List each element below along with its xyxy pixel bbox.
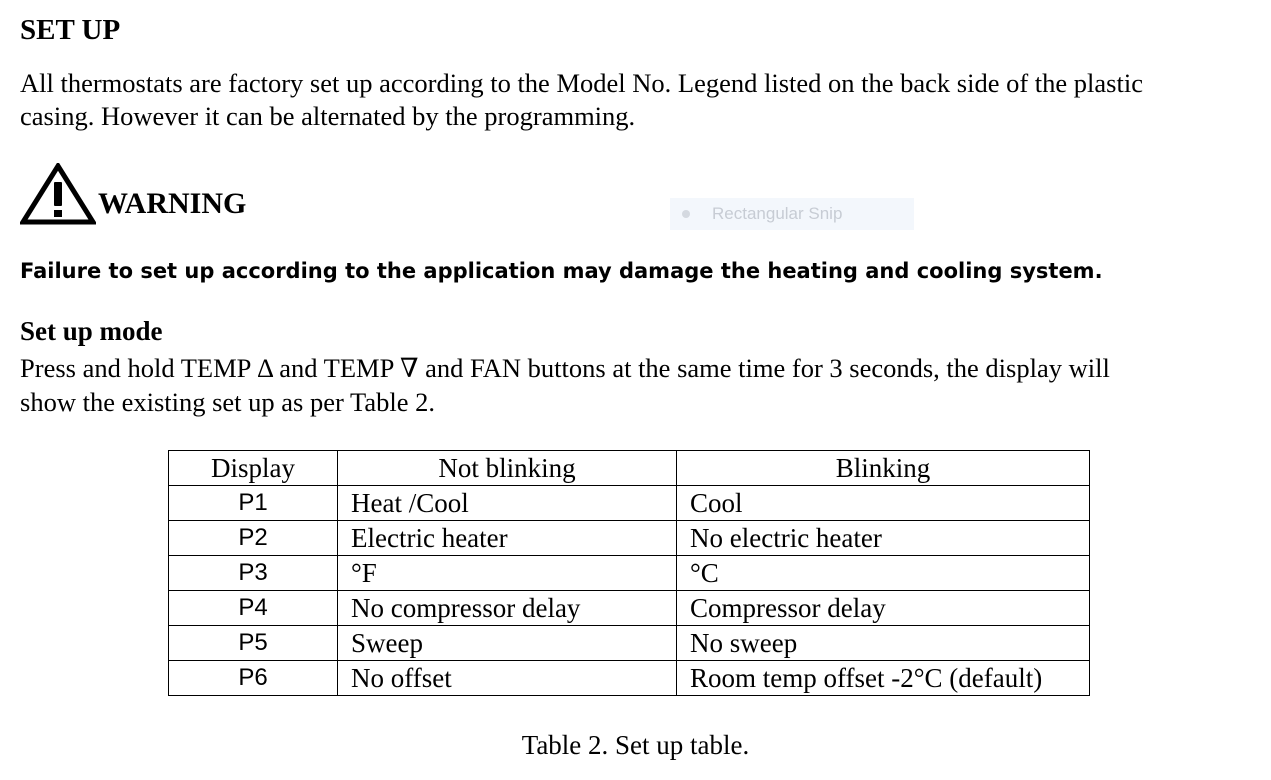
cell-not-blinking: Sweep: [338, 626, 677, 661]
table-row: [169, 556, 1090, 591]
cell-display: P3: [169, 556, 338, 591]
cell-display: P6: [169, 661, 338, 696]
intro-line-1: All thermostats are factory set up according to the Model No. Legend listed on the back side of the plastic: [20, 68, 1143, 98]
cell-blinking: No electric heater: [677, 521, 1090, 556]
cell-display: P5: [169, 626, 338, 661]
snip-dot-icon: [682, 210, 690, 218]
table-row: [169, 521, 1090, 556]
table-row: [169, 661, 1090, 696]
cell-blinking: No sweep: [677, 626, 1090, 661]
cell-display: P1: [169, 486, 338, 521]
table-row: [169, 486, 1090, 521]
warning-triangle-icon: [20, 163, 96, 225]
header-not-blinking: Not blinking: [338, 451, 677, 486]
cell-display: P2: [169, 521, 338, 556]
setup-table: [168, 450, 1090, 696]
page-title: SET UP: [20, 14, 121, 46]
setup-mode-title: Set up mode: [20, 316, 163, 346]
cell-not-blinking: Heat /Cool: [338, 486, 677, 521]
cell-not-blinking: No offset: [338, 661, 677, 696]
rectangular-snip-tooltip[interactable]: [670, 198, 914, 230]
cell-display: P4: [169, 591, 338, 626]
snip-label: Rectangular Snip: [712, 204, 843, 223]
cell-blinking: Compressor delay: [677, 591, 1090, 626]
table-header-row: [169, 451, 1090, 486]
warning-message: Failure to set up according to the application may damage the heating and cooling system.: [20, 259, 1103, 283]
cell-not-blinking: No compressor delay: [338, 591, 677, 626]
cell-blinking: °C: [677, 556, 1090, 591]
setup-mode-line-1: Press and hold TEMP Δ and TEMP ∇ and FAN buttons at the same time for 3 seconds, the display will: [20, 353, 1110, 383]
header-display: Display: [169, 451, 338, 486]
cell-not-blinking: Electric heater: [338, 521, 677, 556]
intro-line-2: casing. However it can be alternated by the programming.: [20, 101, 636, 131]
warning-label: WARNING: [98, 187, 247, 220]
header-blinking: Blinking: [677, 451, 1090, 486]
table-row: [169, 626, 1090, 661]
cell-not-blinking: °F: [338, 556, 677, 591]
table-row: [169, 591, 1090, 626]
cell-blinking: Room temp offset -2°C (default): [677, 661, 1090, 696]
setup-mode-line-2: show the existing set up as per Table 2.: [20, 387, 435, 417]
table-caption: Table 2. Set up table.: [521, 730, 750, 760]
cell-blinking: Cool: [677, 486, 1090, 521]
